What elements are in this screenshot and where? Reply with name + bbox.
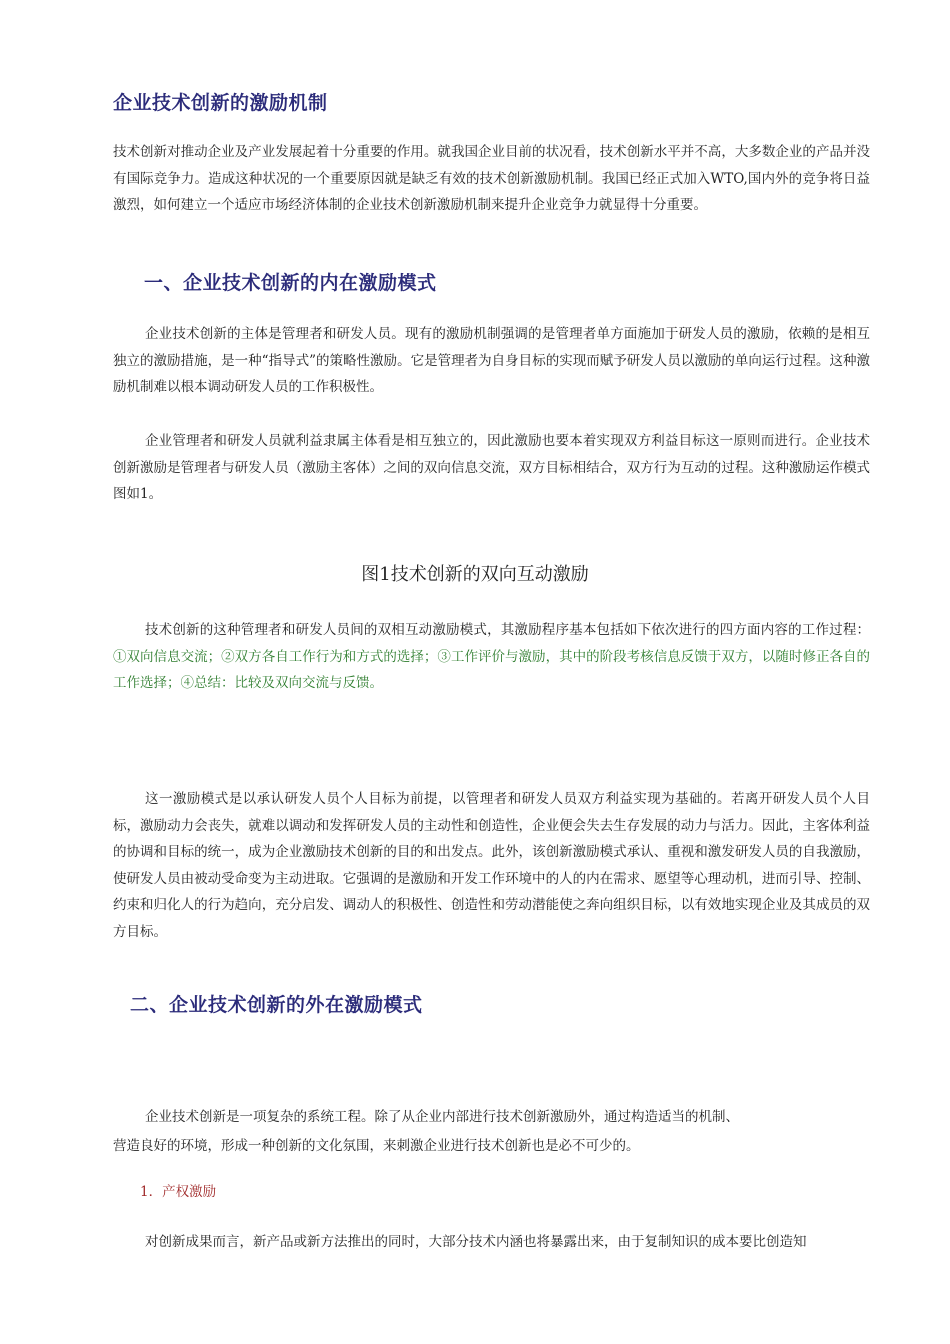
section2-paragraph-1-line-2: 营造良好的环境，形成一种创新的文化氛围，来刺激企业进行技术创新也是必不可少的。 [113,1138,640,1154]
section2-paragraph-1-line-1: 企业技术创新是一项复杂的系统工程。除了从企业内部进行技术创新激励外，通过构造适当的机制、 [145,1109,739,1125]
figure-caption: 图1技术创新的双向互动激励 [361,564,589,585]
subsection-title: 1．产权激励 [140,1184,217,1200]
intro-paragraph: 技术创新对推动企业及产业发展起着十分重要的作用。就我国企业目前的状况看，技术创新水平并不高，大多数企业的产品并没有国际竞争力。造成这种状况的一个重要原因就是缺乏有效的技术创新激励机制。我国已经正式加入WTO,国内外的竞争将日益激烈，如何建立一个适应市场经济体制的企业技术创新激励机制来提升企业竞争力就显得十分重要。 [113,144,870,213]
section1-paragraph-2: 企业管理者和研发人员就利益隶属主体看是相互独立的，因此激励也要本着实现双方利益目标这一原则而进行。企业技术创新激励是管理者与研发人员（激励主客体）之间的双向信息交流，双方目标相结合，双方行为互动的过程。这种激励运作模式图如1。 [113,433,870,502]
section2-paragraph-2: 对创新成果而言，新产品或新方法推出的同时，大部分技术内涵也将暴露出来，由于复制知识的成本要比创造知 [145,1234,807,1250]
page-title: 企业技术创新的激励机制 [113,92,328,114]
process-steps-text: ①双向信息交流；②双方各自工作行为和方式的选择；③工作评价与激励，其中的阶段考核信息反馈于双方，以随时修正各自的工作选择；④总结：比较及双向交流与反馈。 [113,648,870,691]
section1-paragraph-1: 企业技术创新的主体是管理者和研发人员。现有的激励机制强调的是管理者单方面施加于研发人员的激励，依赖的是相互独立的激励措施，是一种“指导式”的策略性激励。它是管理者为自身目标的实现而赋予研发人员以激励的单向运行过程。这种激励机制难以根本调动研发人员的工作积极性。 [113,326,870,395]
section1-paragraph-3 [113,617,870,697]
section1-heading: 一、企业技术创新的内在激励模式 [144,272,437,294]
section2-heading: 二、企业技术创新的外在激励模式 [130,994,423,1016]
process-intro-text: 技术创新的这种管理者和研发人员间的双相互动激励模式，其激励程序基本包括如下依次进行的四方面内容的工作过程： [145,622,870,638]
section1-paragraph-4: 这一激励模式是以承认研发人员个人目标为前提，以管理者和研发人员双方利益实现为基础的。若离开研发人员个人目标，激励动力会丧失，就难以调动和发挥研发人员的主动性和创造性，企业便会失去生存发展的动力与活力。因此，主客体利益的协调和目标的统一，成为企业激励技术创新的目的和出发点。此外，该创新激励模式承认、重视和激发研发人员的自我激励，使研发人员由被动受命变为主动进取。它强调的是激励和开发工作环境中的人的内在需求、愿望等心理动机，进而引导、控制、约束和归化人的行为趋向，充分启发、调动人的积极性、创造性和劳动潜能使之奔向组织目标，以有效地实现企业及其成员的双方目标。 [113,791,870,940]
